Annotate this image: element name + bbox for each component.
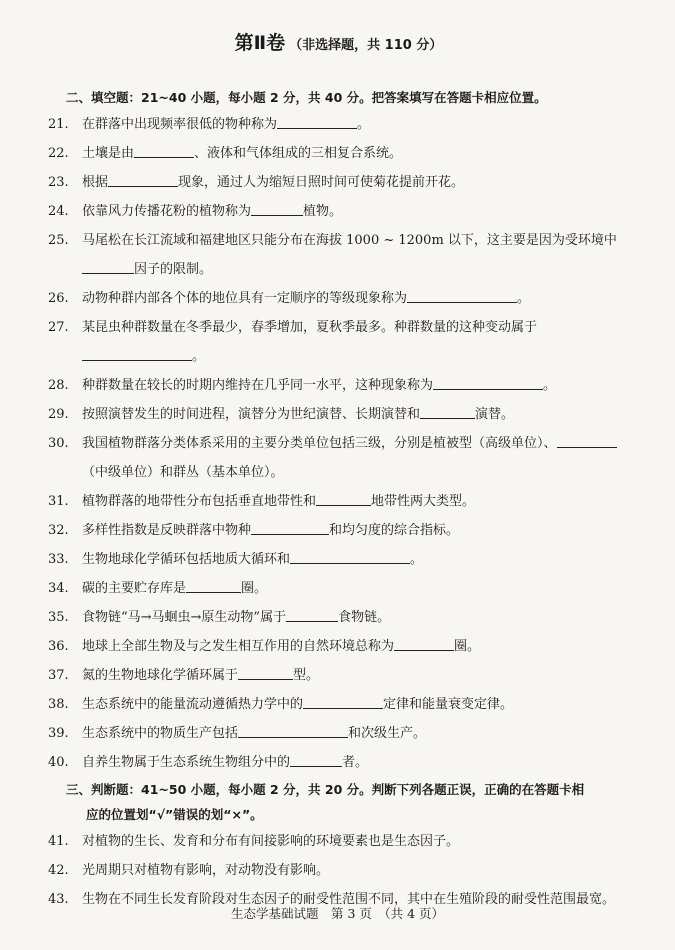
question-number: 30. xyxy=(48,436,69,451)
section-true-false-header xyxy=(48,777,629,827)
answer-blank xyxy=(290,752,342,767)
question-text-part: 现象，通过人为缩短日照时间可使菊花提前开花。 xyxy=(178,175,465,190)
question-item xyxy=(48,487,629,516)
question-text-part: 按照演替发生的时间进程，演替分为世纪演替、长期演替和 xyxy=(82,407,421,422)
question-text xyxy=(82,719,629,748)
question-text-part: 生态系统中的能量流动遵循热力学中的 xyxy=(82,697,304,712)
question-text xyxy=(82,371,629,400)
question-text-part: 在群落中出现频率很低的物种称为 xyxy=(82,117,278,132)
question-text-part: 碳的主要贮存库是 xyxy=(82,581,187,596)
question-item xyxy=(48,827,629,856)
question-number: 25. xyxy=(48,233,69,248)
question-item xyxy=(48,313,629,371)
question-text-part: 氮的生物地球化学循环属于 xyxy=(82,668,239,683)
question-text-part: 动物种群内部各个体的地位具有一定顺序的等级现象称为 xyxy=(82,291,408,306)
answer-blank xyxy=(238,665,293,680)
question-item xyxy=(48,690,629,719)
question-text xyxy=(82,487,629,516)
question-text xyxy=(82,690,629,719)
question-text-part: 演替。 xyxy=(475,407,515,422)
question-text-part: 依靠风力传播花粉的植物称为 xyxy=(82,204,252,219)
question-item xyxy=(48,574,629,603)
question-text-part: 我国植物群落分类体系采用的主要分类单位包括三级，分别是植被型（高级单位）、 xyxy=(82,436,557,451)
question-number: 29. xyxy=(48,407,69,422)
question-text xyxy=(82,748,629,777)
question-text-part: 马尾松在长江流域和福建地区只能分布在海拔 1000 ~ 1200m 以下，这主要是因为受环境中 xyxy=(82,233,617,248)
question-number: 22. xyxy=(48,146,69,161)
question-text xyxy=(82,603,629,632)
question-number: 43. xyxy=(48,892,69,907)
question-text-part: 。 xyxy=(192,349,206,364)
page-footer: 生态学基础试题 第 3 页 （共 4 页） xyxy=(230,906,445,921)
question-text-part: 型。 xyxy=(293,668,320,683)
question-text-part: 土壤是由 xyxy=(82,146,135,161)
answer-blank xyxy=(251,201,303,216)
true-false-question-list xyxy=(48,827,629,914)
question-text xyxy=(82,516,629,545)
section-true-false-line2: 应的位置划“√”错误的划“×”。 xyxy=(86,807,263,822)
question-text xyxy=(82,110,629,139)
question-text xyxy=(82,139,629,168)
answer-blank xyxy=(420,404,475,419)
question-item xyxy=(48,400,629,429)
question-item xyxy=(48,516,629,545)
question-item xyxy=(48,748,629,777)
question-number: 24. xyxy=(48,204,69,219)
question-number: 27. xyxy=(48,320,69,335)
question-text-part: 圈。 xyxy=(454,639,481,654)
question-number: 42. xyxy=(48,863,69,878)
section-fill-in-header: 二、填空题：21~40 小题，每小题 2 分，共 40 分。把答案填写在答题卡相应位置。 xyxy=(66,90,547,105)
page-title-main: 第Ⅱ卷 xyxy=(234,32,286,54)
answer-blank xyxy=(82,346,192,361)
question-text-part: 食物链。 xyxy=(338,610,391,625)
question-text-part: 根据 xyxy=(82,175,109,190)
question-text-part: 、液体和气体组成的三相复合系统。 xyxy=(194,146,403,161)
answer-blank xyxy=(238,723,348,738)
question-text xyxy=(82,284,629,313)
answer-blank xyxy=(286,607,338,622)
question-text-part: 生态系统中的物质生产包括 xyxy=(82,726,239,741)
question-number: 28. xyxy=(48,378,69,393)
question-text-part: 地球上全部生物及与之发生相互作用的自然环境总称为 xyxy=(82,639,395,654)
question-item xyxy=(48,545,629,574)
question-text: 生物在不同生长发育阶段对生态因子的耐受性范围不同，其中在生殖阶段的耐受性范围最宽。 xyxy=(82,892,616,907)
question-item xyxy=(48,139,629,168)
question-text: 光周期只对植物有影响，对动物没有影响。 xyxy=(82,863,330,878)
answer-blank xyxy=(82,259,134,274)
question-number: 21. xyxy=(48,117,69,132)
page-title xyxy=(48,28,629,55)
question-text xyxy=(82,168,629,197)
question-text-part: 某昆虫种群数量在冬季最少，春季增加，夏秋季最多。种群数量的这种变动属于 xyxy=(82,320,538,335)
question-text-part: 生物地球化学循环包括地质大循环和 xyxy=(82,552,291,567)
question-text-part: 。 xyxy=(543,378,557,393)
question-item xyxy=(48,226,629,284)
question-number: 37. xyxy=(48,668,69,683)
question-item xyxy=(48,661,629,690)
fill-in-question-list xyxy=(48,110,629,777)
question-number: 40. xyxy=(48,755,69,770)
question-text-part: 植物。 xyxy=(303,204,343,219)
answer-blank xyxy=(407,288,517,303)
section-true-false-line1: 三、判断题：41~50 小题，每小题 2 分，共 20 分。判断下列各题正误，正确的在答题卡相 xyxy=(66,782,585,797)
question-text xyxy=(82,545,629,574)
question-text-part: 植物群落的地带性分布包括垂直地带性和 xyxy=(82,494,317,509)
question-number: 41. xyxy=(48,834,69,849)
question-number: 26. xyxy=(48,291,69,306)
question-text: 对植物的生长、发育和分布有间接影响的环境要素也是生态因子。 xyxy=(82,834,460,849)
question-number: 32. xyxy=(48,523,69,538)
question-item xyxy=(48,284,629,313)
question-number: 31. xyxy=(48,494,69,509)
answer-blank xyxy=(316,491,371,506)
question-text-part: 自养生物属于生态系统生物组分中的 xyxy=(82,755,291,770)
question-number: 39. xyxy=(48,726,69,741)
question-text xyxy=(82,197,629,226)
answer-blank xyxy=(394,636,454,651)
question-text-part: 和均匀度的综合指标。 xyxy=(329,523,460,538)
question-item xyxy=(48,168,629,197)
question-number: 35. xyxy=(48,610,69,625)
question-text-part: 。 xyxy=(517,291,531,306)
question-text xyxy=(82,400,629,429)
answer-blank xyxy=(134,143,194,158)
answer-blank xyxy=(108,172,178,187)
question-text xyxy=(82,313,629,371)
question-item xyxy=(48,719,629,748)
question-text-part: （中级单位）和群丛（基本单位）。 xyxy=(82,465,284,480)
question-number: 23. xyxy=(48,175,69,190)
question-item xyxy=(48,632,629,661)
question-text-part: 种群数量在较长的时期内维持在几乎同一水平，这种现象称为 xyxy=(82,378,434,393)
question-number: 33. xyxy=(48,552,69,567)
answer-blank xyxy=(277,114,357,129)
question-item xyxy=(48,197,629,226)
question-text-part: 圈。 xyxy=(241,581,268,596)
page-title-sub: （非选择题，共 110 分） xyxy=(289,38,443,53)
question-text-part: 和次级生产。 xyxy=(348,726,427,741)
question-text-part: 者。 xyxy=(342,755,369,770)
question-item xyxy=(48,110,629,139)
question-text xyxy=(82,661,629,690)
question-item xyxy=(48,856,629,885)
question-text xyxy=(82,574,629,603)
question-item xyxy=(48,603,629,632)
question-text-part: 。 xyxy=(410,552,424,567)
question-number: 36. xyxy=(48,639,69,654)
question-number: 34. xyxy=(48,581,69,596)
answer-blank xyxy=(290,549,410,564)
question-text-part: 多样性指数是反映群落中物种 xyxy=(82,523,252,538)
question-text xyxy=(82,429,629,487)
question-text-part: 食物链“马→马蛔虫→原生动物”属于 xyxy=(82,610,287,625)
question-item xyxy=(48,429,629,487)
question-text xyxy=(82,632,629,661)
question-item xyxy=(48,371,629,400)
question-text-part: 。 xyxy=(357,117,371,132)
answer-blank xyxy=(433,375,543,390)
question-text-part: 地带性两大类型。 xyxy=(371,494,476,509)
answer-blank xyxy=(251,520,329,535)
question-number: 38. xyxy=(48,697,69,712)
question-text-part: 因子的限制。 xyxy=(134,262,213,277)
answer-blank xyxy=(303,694,383,709)
answer-blank xyxy=(186,578,241,593)
answer-blank xyxy=(557,433,617,448)
question-text-part: 定律和能量衰变定律。 xyxy=(383,697,514,712)
question-text xyxy=(82,226,629,284)
